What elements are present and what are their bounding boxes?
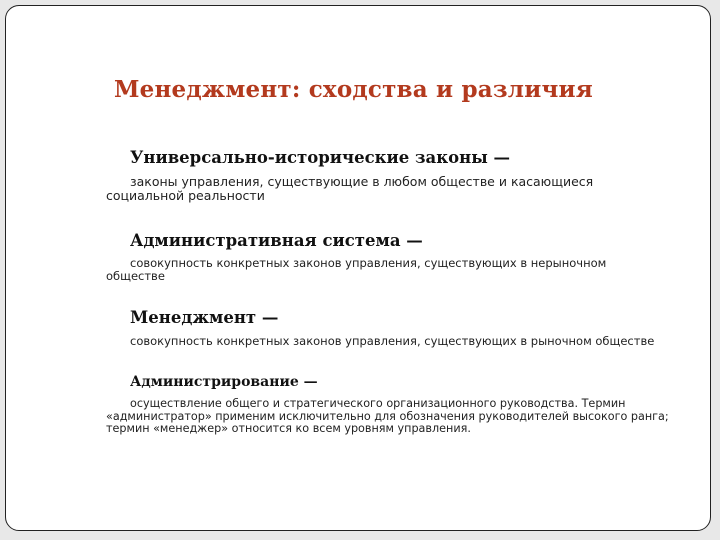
term-administrative-system: Административная система — <box>130 231 423 250</box>
term-management: Менеджмент — <box>130 308 279 327</box>
slide-frame <box>5 5 711 531</box>
slide-title: Менеджмент: сходства и различия <box>114 76 593 103</box>
term-universal-laws: Универсально-исторические законы — <box>130 148 511 167</box>
definition-administration: осуществление общего и стратегического организационного руководства. Термин «администратор» применим исключительно для обозначения руководителей высокого ранга; термин «менеджер» относится ко всем уровням управления. <box>106 397 669 436</box>
term-administration: Администрирование — <box>130 374 318 390</box>
definition-administrative-system: совокупность конкретных законов управления, существующих в нерыночном обществе <box>106 256 607 283</box>
definition-universal-laws: законы управления, существующие в любом обществе и касающиеся социальной реальности <box>106 174 594 203</box>
definition-management: совокупность конкретных законов управления, существующих в рыночном обществе <box>130 334 655 348</box>
